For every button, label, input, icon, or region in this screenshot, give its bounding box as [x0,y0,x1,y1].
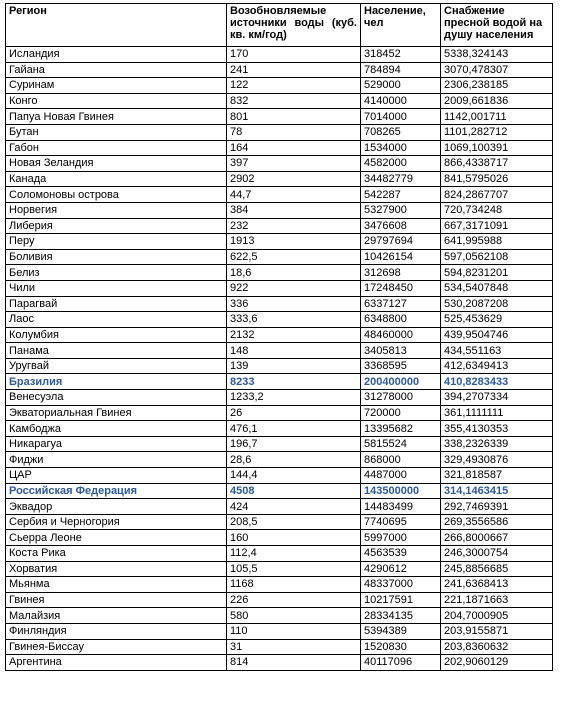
cell-supply[interactable]: 338,2326339 [441,436,553,452]
cell-renewable[interactable]: 232 [227,218,361,234]
cell-population[interactable]: 48460000 [361,327,441,343]
cell-region[interactable]: Бутан [6,124,227,140]
cell-population[interactable]: 720000 [361,405,441,421]
cell-supply[interactable]: 202,9060129 [441,655,553,671]
header-supply[interactable]: Снабжение пресной водой на душу населения [441,4,553,47]
cell-region[interactable]: Лаос [6,312,227,328]
cell-renewable[interactable]: 476,1 [227,421,361,437]
cell-renewable[interactable]: 196,7 [227,436,361,452]
cell-renewable[interactable]: 148 [227,343,361,359]
table-row [6,78,553,94]
cell-renewable[interactable]: 170 [227,47,361,63]
table-row [6,499,553,515]
cell-region[interactable]: Бразилия [6,374,227,390]
table-row [6,202,553,218]
header-row [6,4,553,47]
cell-supply[interactable]: 269,3556586 [441,514,553,530]
cell-supply[interactable]: 525,453629 [441,312,553,328]
cell-population[interactable]: 13395682 [361,421,441,437]
table-row [6,452,553,468]
cell-supply[interactable]: 667,3171091 [441,218,553,234]
spreadsheet [5,3,553,671]
cell-renewable[interactable]: 814 [227,655,361,671]
cell-population[interactable]: 4140000 [361,93,441,109]
cell-renewable[interactable]: 160 [227,530,361,546]
table-row [6,639,553,655]
table-row [6,655,553,671]
cell-population[interactable]: 868000 [361,452,441,468]
cell-population[interactable]: 1520830 [361,639,441,655]
cell-region[interactable]: Мьянма [6,577,227,593]
table-row [6,514,553,530]
cell-supply[interactable]: 410,8283433 [441,374,553,390]
water-supply-table [5,3,553,671]
cell-supply[interactable]: 412,6349413 [441,358,553,374]
cell-population[interactable]: 7740695 [361,514,441,530]
cell-region[interactable]: Норвегия [6,202,227,218]
cell-region[interactable]: ЦАР [6,468,227,484]
cell-population[interactable]: 5815524 [361,436,441,452]
cell-region[interactable]: Габон [6,140,227,156]
cell-supply[interactable]: 221,1871663 [441,592,553,608]
cell-population[interactable]: 28334135 [361,608,441,624]
cell-region[interactable]: Никарагуа [6,436,227,452]
cell-renewable[interactable]: 164 [227,140,361,156]
cell-region[interactable]: Аргентина [6,655,227,671]
cell-region[interactable]: Парагвай [6,296,227,312]
cell-renewable[interactable]: 110 [227,623,361,639]
cell-renewable[interactable]: 832 [227,93,361,109]
table-row [6,156,553,172]
table-row [6,546,553,562]
cell-supply[interactable]: 321,818587 [441,468,553,484]
cell-population[interactable]: 29797694 [361,234,441,250]
table-row [6,234,553,250]
cell-renewable[interactable]: 2132 [227,327,361,343]
cell-population[interactable]: 5394389 [361,623,441,639]
cell-renewable[interactable]: 922 [227,280,361,296]
table-row [6,62,553,78]
cell-population[interactable]: 7014000 [361,109,441,125]
cell-region[interactable]: Сьерра Леоне [6,530,227,546]
cell-population[interactable]: 3405813 [361,343,441,359]
cell-renewable[interactable]: 1233,2 [227,390,361,406]
cell-renewable[interactable]: 4508 [227,483,361,499]
table-row [6,93,553,109]
cell-supply[interactable]: 204,7000905 [441,608,553,624]
cell-region[interactable]: Фиджи [6,452,227,468]
cell-region[interactable]: Коста Рика [6,546,227,562]
table-row [6,390,553,406]
cell-region[interactable]: Уругвай [6,358,227,374]
cell-supply[interactable]: 203,9155871 [441,623,553,639]
cell-supply[interactable]: 394,2707334 [441,390,553,406]
table-row [6,405,553,421]
cell-supply[interactable]: 203,8360632 [441,639,553,655]
cell-region[interactable]: Либерия [6,218,227,234]
cell-population[interactable]: 34482779 [361,171,441,187]
cell-supply[interactable]: 824,2867707 [441,187,553,203]
cell-region[interactable]: Чили [6,280,227,296]
table-row [6,436,553,452]
cell-population[interactable]: 4563539 [361,546,441,562]
cell-supply[interactable]: 594,8231201 [441,265,553,281]
cell-renewable[interactable]: 384 [227,202,361,218]
cell-supply[interactable]: 530,2087208 [441,296,553,312]
cell-supply[interactable]: 245,8856685 [441,561,553,577]
table-row [6,468,553,484]
cell-region[interactable]: Экваториальная Гвинея [6,405,227,421]
cell-supply[interactable]: 241,6368413 [441,577,553,593]
table-row [6,358,553,374]
cell-supply[interactable]: 1142,001711 [441,109,553,125]
cell-renewable[interactable]: 139 [227,358,361,374]
cell-population[interactable]: 40117096 [361,655,441,671]
cell-region[interactable]: Канада [6,171,227,187]
header-population[interactable]: Население, чел [361,4,441,47]
cell-region[interactable]: Конго [6,93,227,109]
cell-population[interactable]: 143500000 [361,483,441,499]
cell-population[interactable]: 784894 [361,62,441,78]
cell-renewable[interactable]: 18,6 [227,265,361,281]
cell-population[interactable]: 10426154 [361,249,441,265]
cell-region[interactable]: Финляндия [6,623,227,639]
cell-supply[interactable]: 355,4130353 [441,421,553,437]
cell-renewable[interactable]: 241 [227,62,361,78]
cell-renewable[interactable]: 122 [227,78,361,94]
cell-region[interactable]: Гвинея [6,592,227,608]
cell-supply[interactable]: 720,734248 [441,202,553,218]
cell-region[interactable]: Хорватия [6,561,227,577]
table-row [6,421,553,437]
table-row [6,124,553,140]
cell-renewable[interactable]: 580 [227,608,361,624]
table-row [6,592,553,608]
cell-renewable[interactable]: 336 [227,296,361,312]
cell-region[interactable]: Папуа Новая Гвинея [6,109,227,125]
cell-renewable[interactable]: 44,7 [227,187,361,203]
cell-supply[interactable]: 2306,238185 [441,78,553,94]
cell-renewable[interactable]: 78 [227,124,361,140]
cell-population[interactable]: 200400000 [361,374,441,390]
cell-renewable[interactable]: 26 [227,405,361,421]
table-row [6,327,553,343]
cell-renewable[interactable]: 397 [227,156,361,172]
cell-population[interactable]: 17248450 [361,280,441,296]
cell-supply[interactable]: 1101,282712 [441,124,553,140]
cell-population[interactable]: 48337000 [361,577,441,593]
cell-region[interactable]: Боливия [6,249,227,265]
table-row [6,109,553,125]
cell-population[interactable]: 4290612 [361,561,441,577]
table-row [6,608,553,624]
cell-population[interactable]: 31278000 [361,390,441,406]
table-row [6,140,553,156]
cell-supply[interactable]: 866,4338717 [441,156,553,172]
cell-population[interactable]: 14483499 [361,499,441,515]
cell-population[interactable]: 6337127 [361,296,441,312]
cell-renewable[interactable]: 105,5 [227,561,361,577]
table-body [6,47,553,671]
cell-region[interactable]: Суринам [6,78,227,94]
header-renewable[interactable]: Возобновляемые источники воды (куб. кв. км/год) [227,4,361,47]
cell-supply[interactable]: 3070,478307 [441,62,553,78]
table-row [6,265,553,281]
cell-population[interactable]: 542287 [361,187,441,203]
cell-region[interactable]: Венесуэла [6,390,227,406]
cell-renewable[interactable]: 424 [227,499,361,515]
cell-supply[interactable]: 246,3000754 [441,546,553,562]
table-row [6,47,553,63]
cell-supply[interactable]: 439,9504746 [441,327,553,343]
cell-region[interactable]: Белиз [6,265,227,281]
cell-supply[interactable]: 597,0562108 [441,249,553,265]
table-row [6,187,553,203]
cell-renewable[interactable]: 622,5 [227,249,361,265]
cell-supply[interactable]: 292,7469391 [441,499,553,515]
cell-supply[interactable]: 5338,324143 [441,47,553,63]
table-row [6,483,553,499]
table-row [6,296,553,312]
table-row [6,171,553,187]
cell-renewable[interactable]: 226 [227,592,361,608]
cell-region[interactable]: Колумбия [6,327,227,343]
cell-renewable[interactable]: 333,6 [227,312,361,328]
cell-renewable[interactable]: 1168 [227,577,361,593]
table-row [6,343,553,359]
cell-region[interactable]: Сербия и Черногория [6,514,227,530]
cell-renewable[interactable]: 801 [227,109,361,125]
cell-population[interactable]: 4582000 [361,156,441,172]
cell-population[interactable]: 6348800 [361,312,441,328]
cell-renewable[interactable]: 8233 [227,374,361,390]
table-row [6,249,553,265]
cell-population[interactable]: 3368595 [361,358,441,374]
cell-renewable[interactable]: 2902 [227,171,361,187]
table-row [6,530,553,546]
cell-region[interactable]: Гвинея-Биссау [6,639,227,655]
header-region[interactable]: Регион [6,4,227,47]
cell-population[interactable]: 708265 [361,124,441,140]
cell-supply[interactable]: 841,5795026 [441,171,553,187]
cell-population[interactable]: 5327900 [361,202,441,218]
cell-region[interactable]: Российская Федерация [6,483,227,499]
cell-region[interactable]: Панама [6,343,227,359]
cell-population[interactable]: 1534000 [361,140,441,156]
table-row [6,312,553,328]
cell-supply[interactable]: 314,1463415 [441,483,553,499]
cell-renewable[interactable]: 1913 [227,234,361,250]
table-row [6,218,553,234]
table-row [6,577,553,593]
cell-population[interactable]: 5997000 [361,530,441,546]
cell-region[interactable]: Перу [6,234,227,250]
cell-region[interactable]: Новая Зеландия [6,156,227,172]
cell-supply[interactable]: 434,551163 [441,343,553,359]
cell-supply[interactable]: 534,5407848 [441,280,553,296]
cell-supply[interactable]: 266,8000667 [441,530,553,546]
cell-renewable[interactable]: 112,4 [227,546,361,562]
cell-supply[interactable]: 2009,661836 [441,93,553,109]
cell-population[interactable]: 10217591 [361,592,441,608]
cell-renewable[interactable]: 31 [227,639,361,655]
cell-renewable[interactable]: 28,6 [227,452,361,468]
cell-region[interactable]: Малайзия [6,608,227,624]
cell-renewable[interactable]: 208,5 [227,514,361,530]
cell-renewable[interactable]: 144,4 [227,468,361,484]
cell-supply[interactable]: 329,4930876 [441,452,553,468]
cell-supply[interactable]: 361,1111111 [441,405,553,421]
cell-region[interactable]: Эквадор [6,499,227,515]
cell-region[interactable]: Соломоновы острова [6,187,227,203]
table-row [6,280,553,296]
cell-supply[interactable]: 641,995988 [441,234,553,250]
table-row [6,623,553,639]
cell-region[interactable]: Гайана [6,62,227,78]
cell-population[interactable]: 318452 [361,47,441,63]
cell-region[interactable]: Камбоджа [6,421,227,437]
table-row [6,561,553,577]
cell-region[interactable]: Исландия [6,47,227,63]
cell-population[interactable]: 529000 [361,78,441,94]
table-row [6,374,553,390]
cell-population[interactable]: 3476608 [361,218,441,234]
cell-population[interactable]: 4487000 [361,468,441,484]
cell-supply[interactable]: 1069,100391 [441,140,553,156]
cell-population[interactable]: 312698 [361,265,441,281]
